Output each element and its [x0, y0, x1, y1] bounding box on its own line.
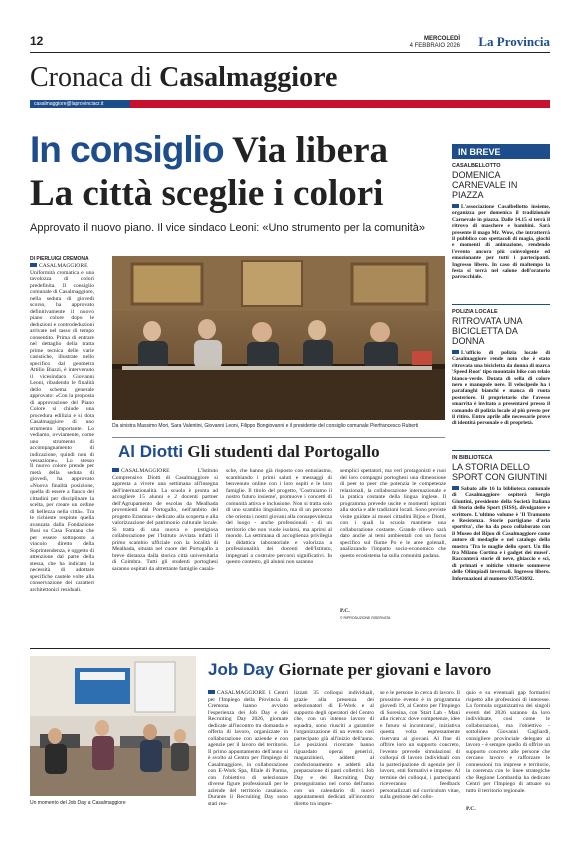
main-kicker: In consiglio: [30, 129, 224, 170]
page-number: 12: [30, 34, 44, 48]
sidebar-item-kicker: POLIZIA LOCALE: [452, 309, 498, 315]
sidebar-item-title: RITROVATA UNA BICICLETTA DA DONNA: [452, 316, 523, 346]
diotti-text-col2: sche, che hanno già risposto con entusiasmo, scambiando i primi saluti e messaggi di benvenuto online con i loro ospiti e le loro famiglie. Il titolo del progetto, 'Costruiamo il nostro futuro insieme', promuove i concetti di comunità attiva e inclusione. Non si tratta solo di uno scambio linguistico, ma di un percorso che orienta i nostri giovani alla consapevolezza del luogo - anche professionali - di un territorio che non vuole isolarsi, ma aprirsi al mondo. La settimana di accoglienza privilegia la didattica laboratoriale e valorizza a professionalità dei docenti dell'Istituto, impegnati a costruire percorsi significativi. In questo contesto, gli alunni non saranno: [226, 468, 332, 565]
jobday-text-col4: [466, 690, 550, 820]
sidebar-item-text-body: L'associazione Casalbellotto insieme, organizza per domenica il tradizionale Carnevale in piazza. Dalle 14.15 si terrà il ritrovo di maschere e bambini. Sarà presente il mago Mr. Wow, che intratterrà il pubblico con spettacoli di magia, giochi e momenti di animazione, rendendo l'evento ancora più coinvolgente ed emozionante per tutti i partecipanti. Ingresso libero. In caso di maltempo la festa si terrà nel salone dell'oratorio parrocchiale.: [452, 204, 550, 281]
jobday-photo-image: [30, 656, 196, 796]
sidebar-header: IN BREVE: [452, 144, 550, 159]
jobday-kicker: Job Day: [208, 660, 275, 679]
sidebar-divider: [452, 450, 550, 451]
diotti-text-col1: [112, 468, 218, 630]
jobday-headline: [208, 660, 550, 680]
diotti-kicker: Al Diotti: [118, 442, 184, 461]
sidebar-divider: [452, 304, 550, 305]
sidebar-item-text: [452, 486, 550, 608]
diotti-signature: P.C.: [340, 608, 350, 614]
sidebar-item-biblioteca: [452, 455, 550, 608]
council-photo-caption: Da sinistra Massimo Mori, Sara Valentini, Giovanni Leoni, Filippo Bongiovanni e il presidente del consiglio comunale Pierfrancesco Ruberti: [112, 423, 419, 429]
diotti-title-rest: Gli studenti dal Portogallo: [187, 442, 380, 461]
main-text-col2: Il nuovo colore prende per metà della seduta di giovedì, ha approvato «Nuova finalità posizione, quella di essere a fianco dei cittadini per disciplinare la scelta, per creare un ordine di bellezza nella città». Tra le richieste respinte quella avanzata dalla Fondazione Busi su Casa Fontana che per essere sottoposto a vincolo diretto della Soprintendenza, è oggetto di attenzione dal parte della stessa, che ha indicato la necessità di adottare specifiche cautele volte alla conservazione dei caratteri architettonici residuali.: [30, 463, 94, 593]
council-photo-image: [112, 256, 445, 420]
sidebar-item-text-body: Sabato alle 16 la biblioteca comunale di Casalmaggiore ospiterà Sergio Giuntini, presidente della Società Italiana di Storia dello Sport (SISS), divulgatore e scrittore. L'ultimo volume è 'Il Tramonto e Resistenza. Storie partigiane d'aria sportiva', che ha da poco collaborato con il Museo del Bijou di Casalmaggiore come autore di medaglie e nel catalogo della mostra 'Tra le maglie dello sport. Un filo fra Milano Cortina e i gadget dei musei'. Racconterà storie di neve, ghiaccio e sci, di primati e mitiche vittorie sommerse delle Olimpiadi invernali. Ingresso libero. Informazioni al numero 037543692.: [452, 486, 550, 582]
main-text-col1-body: CASALMAGGIORE Uniformità cromatica e una tavolozza di colori predefinita. Il consiglio comunale di Casalmaggiore, nella seduta di giovedì scorso, ha approvato definitivamente il nuovo piano colore dopo le deduzioni e controdeduzioni arrivate nel tasso di tempo consentito. Prima di entrare nel dettaglio della tratta prime tecnica delle varie casistiche, illustrate nello specifico dal geometra Attilio Biazzi, è intervenuto il vicesindaco Giovanni Leoni, ribadendo le finalità dello schema generale approvato: «Con la proposta di approvazione del Piano Colore si chiude una procedura edilizia e si dota Casalmaggiore di uno strumento importante. Lo vediamo, ovviamente, come uno strumento di accompagnamento di indicazione, quindi non di vessazione». Lo stesso: [30, 263, 94, 463]
jobday-top-rule: [30, 648, 550, 649]
sidebar-item-title: LA STORIA DELLO SPORT CON GIUNTINI: [452, 462, 548, 482]
diotti-text-col3-body: semplici spettatori, ma veri protagonisti e ruoi del loro compagni portoghesi una dimensione di peer to peer che potenzia le competenze relazionali, la collaborazione internazionale e la pratica costante della lingua inglese. Il programma prevede uscite e momenti ispirati alla storia e alle tradizioni locali. Sono previste visite guidate ai musei cittadini Bijou e Diotti, con i quali la scuola mantiene una collaborazione costante. Grande rilievo sarà dato anche ai temi ambientali con un focus specifico sul fiume Po e le aree golenali, analizzando l'impatto socio-economico che questo ecosistema ha sulla comunità padana.: [340, 468, 446, 559]
issue-day: 4 FEBBRAIO 2026: [409, 43, 460, 49]
issue-date: [410, 36, 460, 50]
header-rule: [30, 52, 550, 53]
jobday-text-col2: lizzati 35 colloqui individuali, grazie alla presenza dei selezionatori di E-Work e al supporto degli operatori del Centro che, con un intenso lavoro di squadra, sono riusciti a garantire l'organizzazione di un evento così partecipato già all'inizio dell'anno. Le posizioni ricercate hanno riguardato operai generici, magazzinieri, addetti al confezionamento e addetti alla preparazione di pasti collettivi. Job Day e dei Recruiting Day proseguiranno nel corso dell'anno con un calendario di nuovi appuntamenti dedicati all'incontro diretto tra impre-: [294, 690, 374, 807]
main-text-col1: [30, 263, 94, 463]
sidebar-item-bicicletta: [452, 309, 550, 454]
section-title-bold: Casalmaggiore: [159, 62, 338, 93]
diotti-rights: © RIPRODUZIONE RISERVATA: [340, 615, 391, 620]
diotti-text-col3: [340, 468, 446, 630]
section-title: [30, 62, 337, 94]
diotti-headline: [118, 442, 448, 462]
masthead[interactable]: La Provincia: [478, 34, 550, 49]
issue-weekday: MERCOLEDÌ: [424, 36, 460, 42]
sidebar-item-kicker: IN BIBLIOTECA: [452, 455, 493, 461]
jobday-signature: P.C.: [466, 806, 476, 812]
main-headline-2: La città sceglie i colori: [30, 173, 384, 214]
main-byline: DI PIERLUIGI CREMONA: [30, 256, 89, 262]
section-bar: [30, 100, 550, 108]
jobday-title-rest: Giornate per giovani e lavoro: [278, 660, 492, 679]
section-title-light: Cronaca di: [30, 62, 153, 93]
sidebar-item-text: [452, 204, 550, 304]
jobday-photo: [30, 656, 196, 796]
jobday-photo-caption: Un momento del Job Day a Casalmaggiore: [30, 800, 126, 806]
main-headline-1: [30, 130, 388, 171]
sidebar-item-text-body: L'ufficio di polizia locale di Casalmaggiore rende noto che è stato ritrovata una bicicletta da donna di marca 'Speed Root' tipo mountain bike con telaio bianco-verde. Dotata di sella di colore nero e manopole nere. Il velocipede ha i parafanghi bianchi e manca di ruota posteriore. Il proprietario che l'avesse smarrita è invitato a presentarsi presso il comando di polizia locale al più presto per il ritiro. Entro aprile alle necessarie prove di identità personale e di proprietà.: [452, 350, 550, 427]
diotti-top-rule: [112, 437, 445, 438]
sidebar-item-kicker: CASALBELLOTTO: [452, 163, 501, 169]
jobday-text-col4-body: quio e su eventuali gap formativi rispetto alle professioni di interesse. La formula organizzativa dei singoli eventi del 2026 saranno da loro individuate, così come le collaborazioni, ma l'obiettivo - sottolinea Giovanni Gagliardi, consigliere provinciale delegato al lavoro - è sempre quello di offrire un supporto concreto alle persone che cercano lavoro e rafforzare le connessioni tra imprese e territorio, in coerenza con le linee strategiche che Regione Lombardia ha dedicato Centri per l'Impiego di attuare su tutto il territorio regionale.: [466, 690, 550, 794]
jobday-text-col3: se e le persone in cerca di lavoro. Il prossimo evento è in programma giovedì 19, al Centro per l'Impiego di Soresina, con 'Start Lab - Mani alla ricerca: dove competenze, idee e futuro si incontrano', iniziativa questa volta espressamente riservata ai giovani. Al fine di offrire loro un supporto concreto, l'evento prevede simulazioni di colloqui di lavoro individuali con la partecipazione di agenzie per il lavoro, enti formativi e imprese. Al termine dei colloqui, i partecipanti riceveranno feedback personalizzati sul curriculum vitae, sulla gestione del collo-: [380, 690, 460, 800]
main-title-rest: Via libera: [232, 130, 389, 171]
jobday-text-col1: [208, 690, 288, 812]
sidebar-item-text: [452, 350, 550, 454]
council-photo: [112, 256, 445, 420]
main-subtitle: Approvato il nuovo piano. Il vice sindaco Leoni: «Uno strumento per la comunità»: [30, 222, 426, 234]
sidebar-item-title: DOMENICA CARNEVALE IN PIAZZA: [452, 170, 518, 200]
diotti-text-col1-body: CASALMAGGIORE L'Istituto Comprensivo Diotti di Casalmaggiore si appresta a vivere una settimana all'insegna dell'internazionalità. La scuola è pronta ad accogliere 15 alunni e 2 docenti partner dell'Agrupamento de escolas da Mealhada provenienti dal Portogallo, nell'ambito del progetto Erasmus+ dedicato alla scoperta e alla valorizzazione del patrimonio culturale locale. Si tratta di una nuova e prestigiosa collaborazione per l'Istituto avviata infatti il primo scambio ufficiale con la località di Mealhada, situata nel cuore del Portogallo a breve distanza dalla storica città universitaria di Coimbra. Tutti gli studenti portoghesi saranno ospitati da altrettante famiglie casala-: [112, 468, 218, 572]
sidebar-item-carnevale: [452, 163, 550, 304]
section-email[interactable]: casalmaggiore@laprovinciacr.it: [30, 100, 130, 108]
jobday-text-col1-body: CASALMAGGIORE I Centri per l'Impiego della Provincia di Cremona hanno avviato l'esperienza dei Job Day e dei Recruiting Day 2026, giornate dedicate all'incontro tra domanda e offerta di lavoro, organizzate in collaborazione con aziende e con agenzie per il lavoro del territorio. Il primo appuntamento dell'anno si è svolto al Centro per l'Impiego di Casalmaggiore, in collaborazione con E-Work Spa, filiale di Parma, con l'obiettivo di selezionare diverse figure professionali per le aziende del territorio casalasco. Durante il Recruiting Day sono stati rea-: [208, 690, 288, 807]
